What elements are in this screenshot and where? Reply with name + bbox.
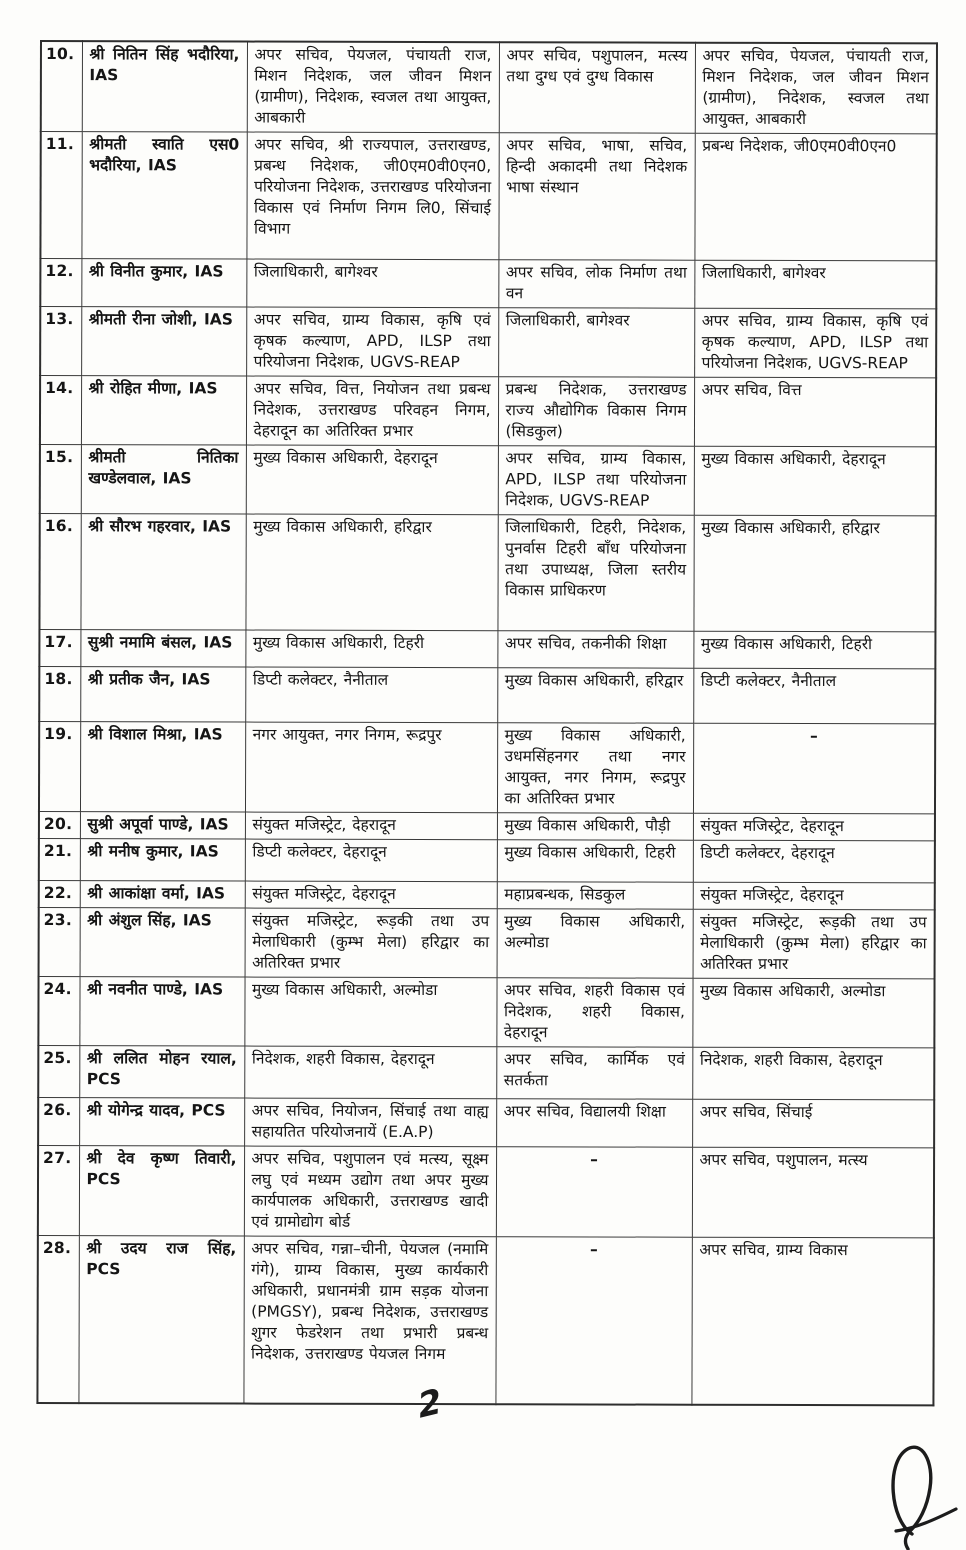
new-posting-cell: जिलाधिकारी, बागेश्वर	[694, 260, 936, 309]
table-row	[39, 880, 935, 909]
serial-number-cell: 19.	[39, 722, 80, 812]
relinquished-charge-cell: जिलाधिकारी, टिहरी, निदेशक, पुनर्वास टिहरी बाँध परियोजना तथा उपाध्यक्ष, जिला स्तरीय विकास प्राधिकरण	[497, 515, 693, 632]
serial-number-cell: 28.	[37, 1235, 78, 1402]
relinquished-charge-cell: मुख्य विकास अधिकारी, टिहरी	[497, 840, 693, 883]
relinquished-charge-cell: मुख्य विकास अधिकारी, पौड़ी	[497, 813, 693, 841]
officer-name-cell: श्री प्रतीक जैन, IAS	[80, 667, 245, 722]
relinquished-charge-cell: अपर सचिव, पशुपालन, मत्स्य तथा दुग्ध एवं दुग्ध विकास	[499, 42, 695, 133]
previous-posting-cell: डिप्टी कलेक्टर, नैनीताल	[245, 667, 497, 723]
new-posting-cell: –	[693, 723, 935, 814]
previous-posting-cell: मुख्य विकास अधिकारी, टिहरी	[245, 630, 497, 668]
relinquished-charge-cell: मुख्य विकास अधिकारी, हरिद्वार	[497, 668, 693, 724]
serial-number-cell: 12.	[40, 259, 81, 307]
table-row	[39, 514, 935, 632]
previous-posting-cell: निदेशक, शहरी विकास, देहरादून	[244, 1046, 496, 1099]
new-posting-cell: अपर सचिव, वित्त	[694, 377, 936, 447]
page-number: 2	[415, 1381, 445, 1427]
officer-name-cell: श्री सौरभ गहरवार, IAS	[80, 514, 245, 630]
relinquished-charge-cell: अपर सचिव, लोक निर्माण तथा वन	[498, 260, 694, 309]
previous-posting-cell: जिलाधिकारी, बागेश्वर	[246, 259, 498, 308]
table-row	[38, 1145, 934, 1237]
new-posting-cell: संयुक्त मजिस्ट्रेट, रूड़की तथा उप मेलाधिकारी (कुम्भ मेला) हरिद्वार का अतिरिक्त प्रभार	[693, 909, 935, 979]
officer-name-cell: सुश्री अपूर्वा पाण्डे, IAS	[80, 812, 245, 839]
previous-posting-cell: अपर सचिव, ग्राम्य विकास, कृषि एवं कृषक कल्याण, APD, ILSP तथा परियोजना निदेशक, UGVS-REAP	[246, 307, 498, 377]
serial-number-cell: 14.	[40, 376, 81, 445]
previous-posting-cell: अपर सचिव, गन्ना–चीनी, पेयजल (नमामि गंगे), ग्राम्य विकास, मुख्य कार्यकारी अधिकारी, प्रधानमंत्री ग्राम सड़क योजना (PMGSY), प्रबन्ध निदेशक, उत्तराखण्ड शुगर फेडरेशन तथा प्रभारी प्रबन्ध निदेशक, उत्तराखण्ड पेयजल निगम	[243, 1236, 495, 1404]
previous-posting-cell: डिप्टी कलेक्टर, देहरादून	[245, 839, 497, 882]
new-posting-cell: संयुक्त मजिस्ट्रेट, देहरादून	[693, 813, 935, 841]
officer-name-cell: श्री नवनीत पाण्डे, IAS	[79, 977, 244, 1046]
officer-name-cell: श्री विशाल मिश्रा, IAS	[80, 722, 245, 812]
relinquished-charge-cell: –	[495, 1237, 691, 1405]
serial-number-cell: 10.	[41, 41, 82, 132]
table-body	[37, 41, 937, 1405]
officer-name-cell: श्री आकांक्षा वर्मा, IAS	[80, 881, 245, 908]
new-posting-cell: प्रबन्ध निदेशक, जी0एम0वी0एन0	[694, 133, 936, 261]
relinquished-charge-cell: मुख्य विकास अधिकारी, अल्मोडा	[497, 909, 693, 979]
new-posting-cell: मुख्य विकास अधिकारी, अल्मोडा	[692, 978, 934, 1048]
relinquished-charge-cell: अपर सचिव, तकनीकी शिक्षा	[497, 631, 693, 669]
new-posting-cell: संयुक्त मजिस्ट्रेट, देहरादून	[693, 882, 935, 910]
table-row	[40, 307, 936, 378]
previous-posting-cell: संयुक्त मजिस्ट्रेट, रूड़की तथा उप मेलाधिकारी (कुम्भ मेला) हरिद्वार का अतिरिक्त प्रभार	[245, 908, 497, 978]
table-row	[39, 722, 935, 814]
relinquished-charge-cell: प्रबन्ध निदेशक, उत्तराखण्ड राज्य औद्योगिक विकास निगम (सिडकुल)	[498, 377, 694, 447]
new-posting-cell: डिप्टी कलेक्टर, देहरादून	[693, 840, 935, 883]
transfer-orders-table	[36, 40, 938, 1406]
signature-icon	[862, 1438, 958, 1550]
serial-number-cell: 20.	[39, 812, 80, 839]
officer-name-cell: श्रीमती रीना जोशी, IAS	[81, 307, 246, 376]
serial-number-cell: 21.	[39, 838, 80, 880]
previous-posting-cell: अपर सचिव, वित्त, नियोजन तथा प्रबन्ध निदेशक, उत्तराखण्ड परिवहन निगम, देहरादून का अतिरिक्त प्रभार	[246, 376, 498, 446]
officer-name-cell: श्री ललित मोहन रयाल, PCS	[79, 1046, 244, 1098]
officer-name-cell: श्रीमती स्वाति एस0 भदौरिया, IAS	[81, 132, 246, 259]
serial-number-cell: 11.	[40, 132, 81, 259]
officer-name-cell: श्री देव कृष्ण तिवारी, PCS	[79, 1146, 244, 1236]
previous-posting-cell: मुख्य विकास अधिकारी, अल्मोडा	[244, 977, 496, 1047]
table-row	[40, 132, 936, 261]
serial-number-cell: 15.	[40, 445, 81, 514]
new-posting-cell: अपर सचिव, ग्राम्य विकास, कृषि एवं कृषक कल्याण, APD, ILSP तथा परियोजना निदेशक, UGVS-REAP	[694, 308, 936, 378]
previous-posting-cell: अपर सचिव, पशुपालन एवं मत्स्य, सूक्ष्म लघु एवं मध्यम उद्योग तथा अपर मुख्य कार्यपालक अधिकारी, उत्तराखण्ड खादी एवं ग्रामोद्योग बोर्ड	[244, 1146, 496, 1237]
serial-number-cell: 25.	[38, 1045, 79, 1097]
new-posting-cell: अपर सचिव, ग्राम्य विकास	[691, 1237, 933, 1405]
officer-name-cell: श्री मनीष कुमार, IAS	[80, 839, 245, 881]
serial-number-cell: 27.	[38, 1145, 79, 1235]
previous-posting-cell: संयुक्त मजिस्ट्रेट, देहरादून	[245, 812, 497, 840]
officer-name-cell: श्री योगेन्द्र यादव, PCS	[79, 1098, 244, 1146]
serial-number-cell: 23.	[39, 907, 80, 976]
relinquished-charge-cell: अपर सचिव, भाषा, सचिव, हिन्दी अकादमी तथा निदेशक भाषा संस्थान	[498, 133, 694, 261]
table-row	[38, 976, 934, 1047]
officer-name-cell: सुश्री नमामि बंसल, IAS	[80, 630, 245, 667]
table-row	[40, 259, 936, 309]
officer-name-cell: श्रीमती नितिका खण्डेलवाल, IAS	[81, 445, 246, 514]
new-posting-cell: मुख्य विकास अधिकारी, देहरादून	[694, 446, 936, 516]
relinquished-charge-cell: अपर सचिव, शहरी विकास एवं निदेशक, शहरी विकास, देहरादून	[496, 978, 692, 1048]
relinquished-charge-cell: अपर सचिव, विद्यालयी शिक्षा	[496, 1099, 692, 1148]
table-row	[39, 812, 935, 841]
serial-number-cell: 16.	[39, 514, 80, 630]
previous-posting-cell: अपर सचिव, पेयजल, पंचायती राज, मिशन निदेशक, जल जीवन मिशन (ग्रामीण), निदेशक, स्वजल तथा आयुक्त, आबकारी	[247, 42, 499, 133]
previous-posting-cell: अपर सचिव, श्री राज्यपाल, उत्तराखण्ड, प्रबन्ध निदेशक, जी0एम0वी0एन0, परियोजना निदेशक, उत्तराखण्ड परियोजना विकास एवं निर्माण निगम लि0, सिंचाई विभाग	[246, 132, 498, 260]
table-row	[38, 1097, 934, 1147]
new-posting-cell: अपर सचिव, पशुपालन, मत्स्य	[692, 1147, 934, 1238]
new-posting-cell: निदेशक, शहरी विकास, देहरादून	[692, 1047, 934, 1100]
serial-number-cell: 18.	[39, 667, 80, 722]
officer-name-cell: श्री नितिन सिंह भदौरिया, IAS	[82, 41, 247, 132]
previous-posting-cell: नगर आयुक्त, नगर निगम, रूद्रपुर	[245, 722, 497, 813]
new-posting-cell: अपर सचिव, सिंचाई	[692, 1099, 934, 1148]
relinquished-charge-cell: –	[496, 1147, 692, 1238]
serial-number-cell: 24.	[38, 976, 79, 1045]
previous-posting-cell: मुख्य विकास अधिकारी, हरिद्वार	[245, 514, 497, 631]
serial-number-cell: 17.	[39, 630, 80, 667]
new-posting-cell: मुख्य विकास अधिकारी, टिहरी	[693, 631, 935, 669]
table-row	[39, 667, 935, 724]
new-posting-cell: अपर सचिव, पेयजल, पंचायती राज, मिशन निदेशक, जल जीवन मिशन (ग्रामीण), निदेशक, स्वजल तथा आयुक्त, आबकारी	[695, 43, 937, 134]
relinquished-charge-cell: महाप्रबन्धक, सिडकुल	[497, 882, 693, 910]
table-row	[37, 1235, 933, 1404]
relinquished-charge-cell: अपर सचिव, कार्मिक एवं सतर्कता	[496, 1047, 692, 1100]
table-row	[39, 907, 935, 978]
table-row	[41, 41, 937, 134]
table-row	[40, 445, 936, 516]
officer-name-cell: श्री विनीत कुमार, IAS	[81, 259, 246, 307]
new-posting-cell: मुख्य विकास अधिकारी, हरिद्वार	[693, 515, 935, 632]
table-row	[39, 630, 935, 669]
serial-number-cell: 26.	[38, 1097, 79, 1145]
officer-name-cell: श्री रोहित मीणा, IAS	[81, 376, 246, 445]
officer-name-cell: श्री उदय राज सिंह, PCS	[78, 1236, 243, 1403]
table-row	[40, 376, 936, 447]
relinquished-charge-cell: अपर सचिव, ग्राम्य विकास, APD, ILSP तथा परियोजना निदेशक, UGVS-REAP	[498, 446, 694, 516]
table-row	[39, 838, 935, 882]
serial-number-cell: 22.	[39, 880, 80, 907]
relinquished-charge-cell: जिलाधिकारी, बागेश्वर	[498, 308, 694, 378]
new-posting-cell: डिप्टी कलेक्टर, नैनीताल	[693, 668, 935, 724]
previous-posting-cell: अपर सचिव, नियोजन, सिंचाई तथा वाह्य सहायतित परियोजनायें (E.A.P)	[244, 1098, 496, 1147]
serial-number-cell: 13.	[40, 307, 81, 376]
previous-posting-cell: मुख्य विकास अधिकारी, देहरादून	[246, 445, 498, 515]
relinquished-charge-cell: मुख्य विकास अधिकारी, उधमसिंहनगर तथा नगर आयुक्त, नगर निगम, रूद्रपुर का अतिरिक्त प्रभार	[497, 723, 693, 814]
previous-posting-cell: संयुक्त मजिस्ट्रेट, देहरादून	[245, 881, 497, 909]
officer-name-cell: श्री अंशुल सिंह, IAS	[80, 908, 245, 977]
table-row	[38, 1045, 934, 1099]
